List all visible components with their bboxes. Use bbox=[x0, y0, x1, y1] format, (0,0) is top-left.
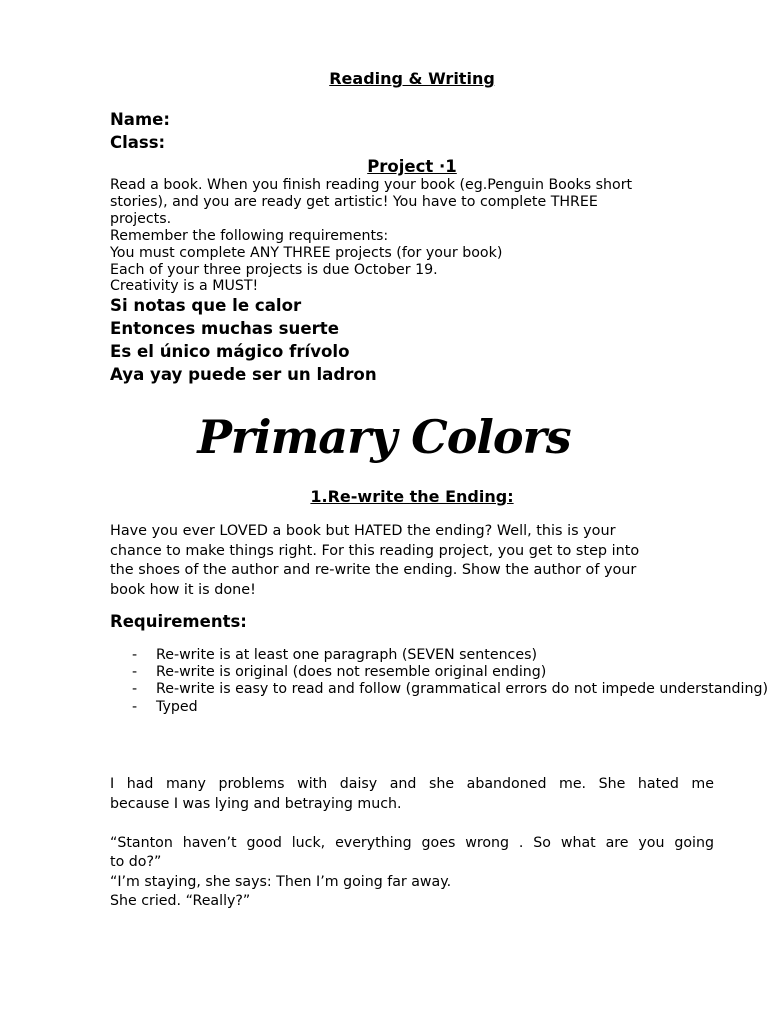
intro-line: stories), and you are ready get artistic! You have to complete THREE bbox=[110, 193, 598, 210]
list-item bbox=[110, 681, 768, 698]
list-item-text: Re-write is original (does not resemble original ending) bbox=[156, 664, 547, 681]
bullet-dash: - bbox=[132, 647, 138, 663]
story-line: She cried. “Really?” bbox=[110, 893, 251, 909]
list-item bbox=[110, 664, 714, 681]
spanish-verse bbox=[110, 294, 377, 386]
paragraph-gap bbox=[110, 814, 714, 834]
list-item-text: Typed bbox=[156, 698, 198, 715]
bullet-dash: - bbox=[132, 698, 138, 715]
verse-line: Si notas que le calor bbox=[110, 296, 302, 315]
list-item-text: Re-write is easy to read and follow (grammatical errors do not impede understanding) bbox=[156, 681, 768, 698]
intro-line: Read a book. When you finish reading your book (eg.Penguin Books short bbox=[110, 177, 633, 193]
paragraph-line: chance to make things right. For this reading project, you get to step into bbox=[110, 542, 640, 559]
bullet-dash: - bbox=[132, 664, 138, 681]
intro-text bbox=[110, 177, 714, 295]
requirements-label: Requirements: bbox=[110, 612, 247, 631]
list-item bbox=[110, 699, 714, 716]
story-line: to do?” bbox=[110, 854, 162, 870]
list-item-text: Re-write is at least one paragraph (SEVEN sentences) bbox=[156, 647, 538, 663]
paragraph-line: book how it is done! bbox=[110, 581, 256, 598]
paragraph-line: the shoes of the author and re-write the ending. Show the author of your bbox=[110, 562, 637, 578]
intro-line: projects. bbox=[110, 210, 172, 227]
paragraph-line: Have you ever LOVED a book but HATED the ending? Well, this is your bbox=[110, 523, 616, 539]
big-title: Primary Colors bbox=[197, 410, 571, 464]
verse-line: Entonces muchas suerte bbox=[110, 319, 339, 338]
story-line: “Stanton haven’t good luck, everything goes wrong . So what are you going bbox=[110, 834, 714, 851]
name-label: Name: bbox=[110, 110, 170, 129]
project-heading: Project ·1 bbox=[367, 157, 457, 176]
class-label: Class: bbox=[110, 133, 166, 152]
story-line: because I was lying and betraying much. bbox=[110, 795, 402, 812]
list-item bbox=[110, 647, 714, 664]
section-heading: 1.Re-write the Ending: bbox=[310, 487, 514, 506]
bullet-dash: - bbox=[132, 681, 138, 698]
document-title: Reading & Writing bbox=[329, 69, 495, 88]
verse-line: Aya yay puede ser un ladron bbox=[110, 365, 377, 384]
verse-line: Es el único mágico frívolo bbox=[110, 342, 350, 361]
story-text bbox=[110, 775, 714, 912]
intro-line: You must complete ANY THREE projects (for your book) bbox=[110, 244, 503, 261]
story-line: I had many problems with daisy and she abandoned me. She hated me bbox=[110, 776, 714, 792]
story-line: “I’m staying, she says: Then I’m going far away. bbox=[110, 873, 452, 890]
intro-line: Each of your three projects is due October 19. bbox=[110, 261, 438, 278]
intro-line: Creativity is a MUST! bbox=[110, 278, 259, 295]
section-paragraph bbox=[110, 522, 714, 600]
requirements-list bbox=[110, 647, 768, 716]
intro-line: Remember the following requirements: bbox=[110, 227, 389, 244]
